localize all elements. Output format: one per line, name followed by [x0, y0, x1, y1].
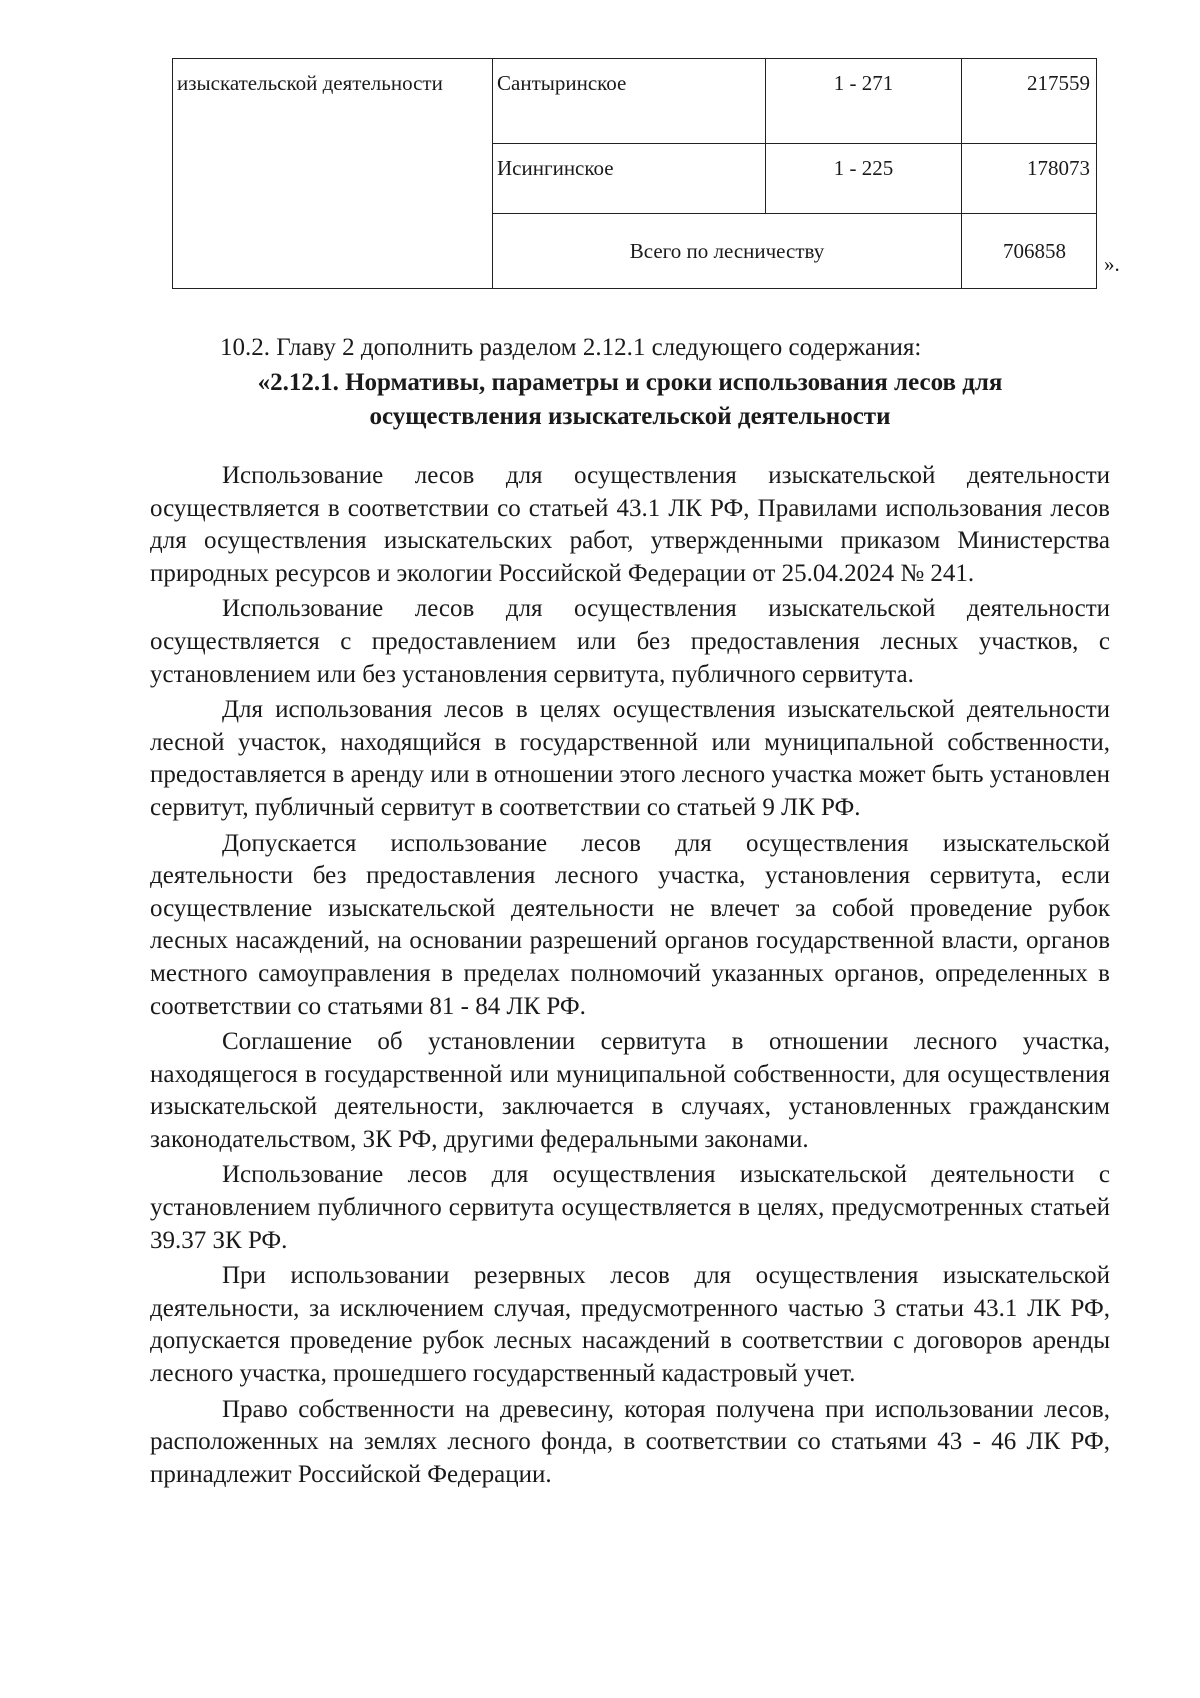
district-cell: Исингинское [493, 144, 766, 214]
closing-quote: ». [1104, 252, 1120, 276]
quarters-cell: 1 - 271 [766, 59, 962, 144]
paragraph: Соглашение об установлении сервитута в отношении лесного участка, находящегося в государственной или муниципальной собственности, для осуществления изыскательской деятельности, заключается в случаях, установленных гражданским законодательством, ЗК РФ, другими федеральными законами. [150, 1028, 1110, 1153]
paragraph: Право собственности на древесину, которая получена при использовании лесов, расположенных на землях лесного фонда, в соответствии со статьями 43 - 46 ЛК РФ, принадлежит Российской Федерации. [150, 1395, 1110, 1488]
district-cell: Сантыринское [493, 59, 766, 144]
total-value: 706858 [962, 214, 1097, 289]
section-heading-line: «2.12.1. Нормативы, параметры и сроки использования лесов для [257, 369, 1003, 396]
paragraph: При использовании резервных лесов для осуществления изыскательской деятельности, за исключением случая, предусмотренного частью 3 статьи 43.1 ЛК РФ, допускается проведение рубок лесных насаждений в соответствии с договоров аренды лесного участка, прошедшего государственный кадастровый учет. [150, 1262, 1110, 1388]
paragraph: Для использования лесов в целях осуществления изыскательской деятельности лесной участок, находящийся в государственной или муниципальной собственности, предоставляется в аренду или в отношении этого лесного участка может быть установлен сервитут, публичный сервитут в соответствии со статьей 9 ЛК РФ. [150, 696, 1110, 821]
body-text [150, 460, 1110, 1491]
paragraph: Использование лесов для осуществления изыскательской деятельности осуществляется в соответствии со статьей 43.1 ЛК РФ, Правилами использования лесов для осуществления изыскательских работ, утвержденными приказом Министерства природных ресурсов и экологии Российской Федерации от 25.04.2024 № 241. [150, 462, 1110, 587]
paragraph: Использование лесов для осуществления изыскательской деятельности с установлением публичного сервитута осуществляется в целях, предусмотренных статьей 39.37 ЗК РФ. [150, 1161, 1110, 1254]
total-label: Всего по лесничеству [493, 214, 962, 289]
quarters-cell: 1 - 225 [766, 144, 962, 214]
section-heading [150, 366, 1110, 434]
table-row [173, 59, 1097, 144]
forestry-table [172, 58, 1097, 289]
category-cell: изыскательской деятельности [173, 59, 493, 289]
paragraph: Допускается использование лесов для осуществления изыскательской деятельности без предоставления лесного участка, установления сервитута, если осуществление изыскательской деятельности не влечет за собой проведение рубок лесных насаждений, на основании разрешений органов государственной власти, органов местного самоуправления в пределах полномочий указанных органов, определенных в соответствии со статьями 81 - 84 ЛК РФ. [150, 829, 1110, 1020]
section-heading-line: осуществления изыскательской деятельности [369, 403, 891, 430]
paragraph: Использование лесов для осуществления изыскательской деятельности осуществляется с предоставлением или без предоставления лесных участков, с установлением или без установления сервитута, публичного сервитута. [150, 595, 1110, 688]
area-cell: 217559 [962, 59, 1097, 144]
amendment-line: 10.2. Главу 2 дополнить разделом 2.12.1 следующего содержания: [220, 334, 922, 361]
area-cell: 178073 [962, 144, 1097, 214]
